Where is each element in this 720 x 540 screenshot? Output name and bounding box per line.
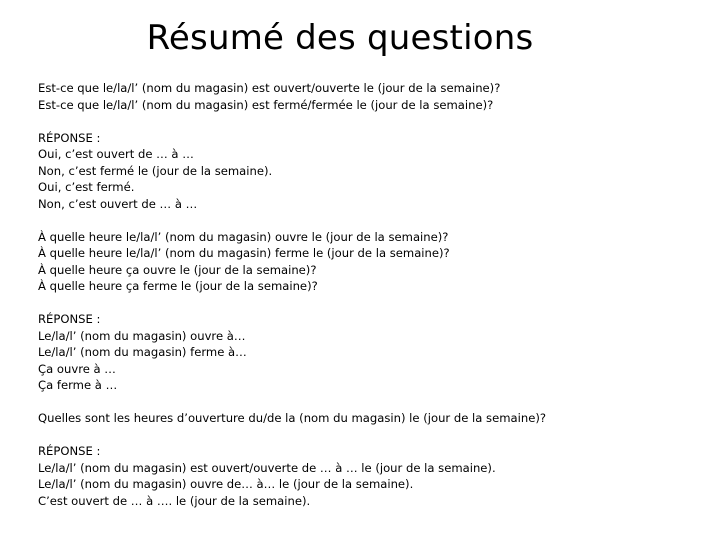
answer-line: Oui, c’est ouvert de … à … — [38, 147, 194, 161]
answer-heading: RÉPONSE : — [38, 444, 101, 458]
answer-line: Le/la/l’ (nom du magasin) ferme à… — [38, 345, 247, 359]
question-line: Quelles sont les heures d’ouverture du/de la (nom du magasin) le (jour de la semaine)? — [38, 411, 547, 425]
question-block-hours — [38, 229, 698, 295]
answer-block-open-closed — [38, 130, 698, 213]
answer-line: C’est ouvert de … à …. le (jour de la semaine). — [38, 493, 311, 508]
answer-block-hours — [38, 311, 698, 394]
slide-title: Résumé des questions — [146, 18, 534, 58]
question-block-opening-hours — [38, 410, 698, 427]
answer-heading: RÉPONSE : — [38, 312, 101, 326]
answer-line: Le/la/l’ (nom du magasin) ouvre à… — [38, 328, 246, 343]
slide-body — [38, 80, 698, 526]
question-line: À quelle heure le/la/l’ (nom du magasin) ouvre le (jour de la semaine)? — [38, 229, 449, 244]
answer-line: Oui, c’est fermé. — [38, 180, 135, 194]
answer-line: Ça ouvre à … — [38, 361, 116, 376]
answer-block-opening-hours — [38, 443, 698, 509]
question-line: Est-ce que le/la/l’ (nom du magasin) est fermé/fermée le (jour de la semaine)? — [38, 97, 494, 112]
answer-line: Ça ferme à … — [38, 378, 118, 392]
answer-line: Le/la/l’ (nom du magasin) est ouvert/ouverte de … à … le (jour de la semaine). — [38, 460, 496, 475]
question-line: Est-ce que le/la/l’ (nom du magasin) est ouvert/ouverte le (jour de la semaine)? — [38, 81, 501, 95]
answer-heading: RÉPONSE : — [38, 130, 101, 145]
question-line: À quelle heure ça ouvre le (jour de la semaine)? — [38, 262, 317, 277]
question-block-open-closed — [38, 80, 698, 113]
answer-line: Non, c’est ouvert de … à … — [38, 196, 198, 211]
question-line: À quelle heure le/la/l’ (nom du magasin) ferme le (jour de la semaine)? — [38, 246, 450, 260]
answer-line: Le/la/l’ (nom du magasin) ouvre de… à… le (jour de la semaine). — [38, 477, 414, 491]
answer-line: Non, c’est fermé le (jour de la semaine). — [38, 163, 273, 178]
question-line: À quelle heure ça ferme le (jour de la semaine)? — [38, 279, 318, 293]
